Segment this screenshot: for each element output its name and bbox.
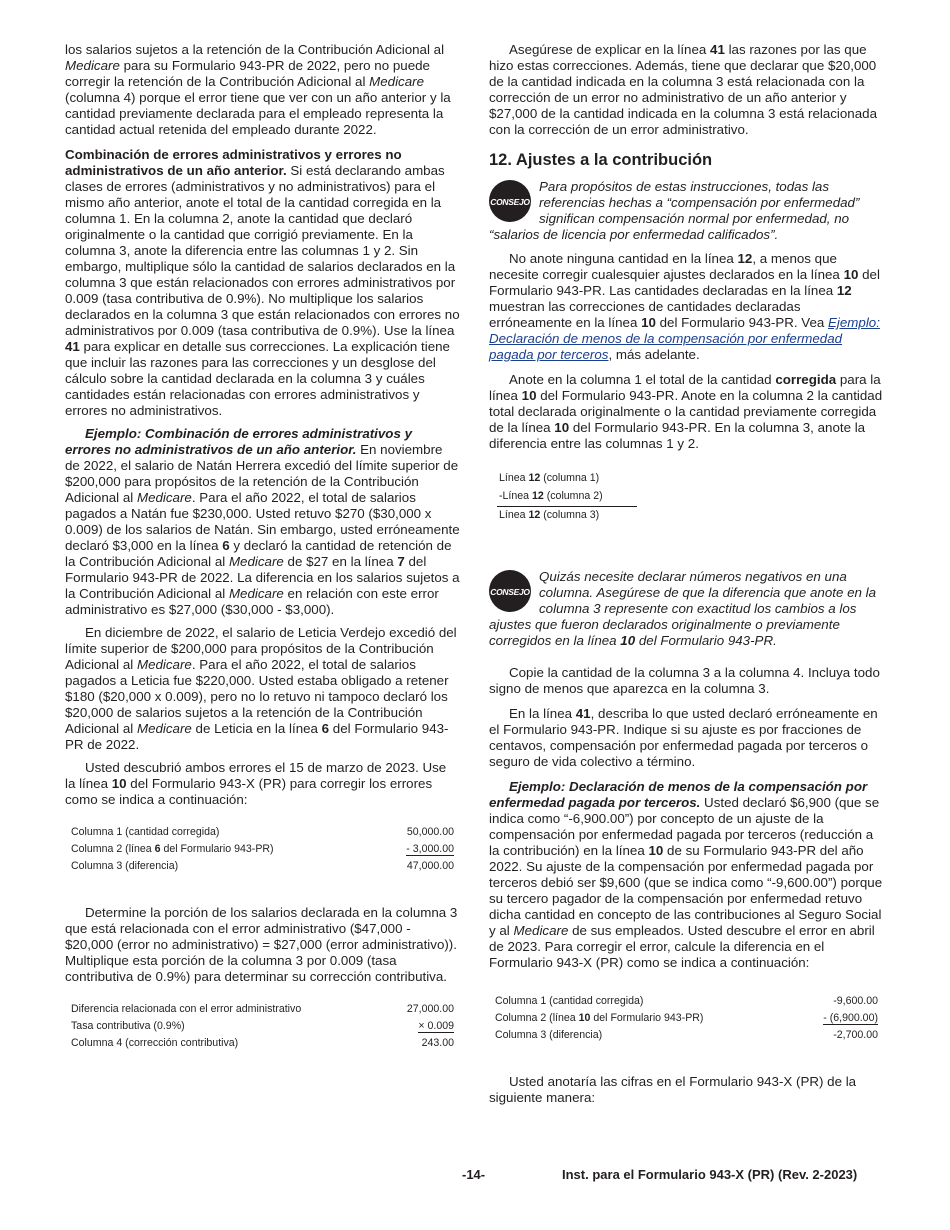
calc-line: -Línea 12 (columna 2)	[499, 490, 603, 502]
paragraph: Anote en la columna 1 el total de la cantidad corregida para la línea 10 del Formulario 943-PR. Anote en la columna 2 la cantidad total declarada originalmente o la cantidad previamente corregida de la línea 10 del Formulario 943-PR. En la columna 3, anote la diferencia entre las columnas 1 y 2.	[489, 372, 883, 451]
correction-table	[489, 993, 884, 1044]
run-in-heading: Combinación de errores administrativos y errores no administrativos de un año anterior.	[65, 147, 402, 178]
tip-box: CONSEJO Quizás necesite declarar números negativos en una columna. Asegúrese de que la diferencia que anote en la columna 3 represente con exactitud los cambios a los ajustes que fueron declarados originalmente o previamente corregidos en la línea 10 del Formulario 943-PR.	[489, 569, 877, 648]
example-heading: Ejemplo: Declaración de menos de la compensación por enfermedad pagada por terceros.	[489, 779, 868, 810]
tax-correction-table	[65, 1001, 460, 1052]
tip-icon: CONSEJO	[489, 570, 531, 612]
paragraph: Usted descubrió ambos errores el 15 de marzo de 2023. Use la línea 10 del Formulario 943-X (PR) para corregir los errores como se indica a continuación:	[65, 760, 447, 807]
section-heading: 12. Ajustes a la contribución	[489, 151, 713, 169]
example-paragraph: Ejemplo: Declaración de menos de la compensación por enfermedad pagada por terceros. Usted declaró $6,900 (que se indica como “-6,900.00”) por concepto de un ajuste de la compensación por enfermedad pagada por terceros (reducción a la contribución) en la línea 10 de su Formulario 943-PR del año 2022. Su ajuste de la compensación por enfermedad pagada por terceros debió ser $9,600 (que se indica como “-9,600.00”) porque su tercero pagador de la compensación por enfermedad retuvo dicha cantidad en concepto de las contribuciones al Seguro Social y al Medicare de sus empleados. Usted descubre el error en abril de 2023. Para corregir el error, calcule la diferencia en el Formulario 943-X (PR) como se indica a continuación:	[489, 779, 883, 970]
left-column	[65, 42, 460, 1082]
table-row: Columna 4 (corrección contributiva) 243.00	[71, 1037, 454, 1049]
paragraph: Asegúrese de explicar en la línea 41 las razones por las que hizo estas correcciones. Además, tiene que declarar que $20,000 de la cantidad indicada en la columna 3 está relacionada con la corrección de un error no administrativo de un año anterior y $27,000 de la cantidad indicada en la columna 3 está relacionada con la corrección de un error administrativo.	[489, 42, 877, 137]
table-row: Columna 1 (cantidad corregida) -9,600.00	[495, 995, 878, 1007]
form-footer-title: Inst. para el Formulario 943-X (PR) (Rev. 2-2023)	[562, 1167, 858, 1182]
tip-box: CONSEJO Para propósitos de estas instrucciones, todas las referencias hechas a “compensación por enfermedad” significan compensación normal por enfermedad, no “salarios de licencia por enfermedad calificados”.	[489, 179, 860, 242]
paragraph: Copie la cantidad de la columna 3 a la columna 4. Incluya todo signo de menos que aparezca en la columna 3.	[489, 665, 880, 696]
example-paragraph: Ejemplo: Combinación de errores administrativos y errores no administrativos de un año anterior. En noviembre de 2022, el salario de Natán Herrera excedió del límite superior de $200,000 para propósitos de la retención de la Contribución Adicional al Medicare. Para el año 2022, el total de salarios pagados a Natán fue $230,000. Usted retuvo $270 ($30,000 x 0.009) de los salarios de Natán. Sin embargo, usted erróneamente declaró $3,000 en la línea 6 y declaró la cantidad de retención de la Contribución Adicional al Medicare de $27 en la línea 7 del Formulario 943-PR de 2022. La diferencia en los salarios sujetos a la Contribución Adicional al Medicare en relación con este error administrativo es $27,000 ($30,000 - $3,000).	[65, 426, 460, 617]
example-heading: Ejemplo: Combinación de errores administrativos y errores no administrativos de un año anterior.	[65, 426, 413, 457]
paragraph: En diciembre de 2022, el salario de Leticia Verdejo excedió del límite superior de $200,000 para propósitos de la Contribución Adicional al Medicare. Para el año 2022, el total de salarios pagados a Leticia fue $220,000. Usted estaba obligado a retener $180 ($20,000 x 0.009), pero no lo retuvo ni tampoco declaró los $20,000 de salarios sujetos a la retención de la Contribución Adicional al Medicare de Leticia en la línea 6 del Formulario 943-PR de 2022.	[65, 625, 457, 752]
paragraph: los salarios sujetos a la retención de la Contribución Adicional al Medicare para su Formulario 943-PR de 2022, pero no puede corregir la retención de la Contribución Adicional al Medicare (columna 4) porque el error tiene que ver con un año anterior y la cantidad previamente declarada para el empleado representa la cantidad actual retenida del empleado durante 2022.	[65, 42, 451, 137]
table-row: Columna 1 (cantidad corregida) 50,000.00	[71, 826, 454, 838]
line-12-calculation	[497, 470, 637, 525]
table-row: Tasa contributiva (0.9%) × 0.009	[71, 1020, 454, 1032]
right-column	[489, 42, 884, 1113]
table-row: Columna 3 (diferencia) -2,700.00	[495, 1029, 878, 1041]
table-row: Columna 2 (línea 6 del Formulario 943-PR) - 3,000.00	[71, 843, 454, 855]
table-row: Diferencia relacionada con el error administrativo 27,000.00	[71, 1003, 454, 1015]
correction-table	[65, 824, 460, 875]
calc-line: Línea 12 (columna 1)	[499, 472, 600, 484]
table-row: Columna 3 (diferencia) 47,000.00	[71, 860, 454, 872]
paragraph: Determine la porción de los salarios declarada en la columna 3 que está relacionada con el error administrativo ($47,000 - $20,000 (error no administrativo) = $27,000 (error administrativo)). Multiplique esta porción de la columna 3 por 0.009 (tasa contributiva de 0.9%) para determinar su corrección contributiva.	[65, 905, 458, 984]
tip-icon: CONSEJO	[489, 180, 531, 222]
paragraph: En la línea 41, describa lo que usted declaró erróneamente en el Formulario 943-PR. Indique si su ajuste es por fracciones de centavos, compensación por enfermedad pagada por terceros o seguro de vida colectivo a término.	[489, 706, 878, 769]
page-number: -14-	[462, 1167, 486, 1182]
paragraph: Usted anotaría las cifras en el Formulario 943-X (PR) de la siguiente manera:	[489, 1074, 857, 1105]
table-row: Columna 2 (línea 10 del Formulario 943-PR) - (6,900.00)	[495, 1012, 878, 1024]
paragraph: Combinación de errores administrativos y errores no administrativos de un año anterior. Si está declarando ambas clases de errores (administrativos y no administrativos) para el mismo año anterior, anote el total de la cantidad corregida en la columna 1. En la columna 2, anote la cantidad que declaró originalmente o la cantidad que corrigió previamente. En la columna 3, anote la diferencia entre las columnas 1 y 2. Sin embargo, multiplique sólo la cantidad de salarios declarados en la columna 3 que están relacionados con errores administrativos por 0.009 (tasa contributiva de 0.9%). No multiplique los salarios declarados en la columna 3 que están relacionados con errores no administrativos por 0.009 (tasa contributiva de 0.9%). Use la línea 41 para explicar en detalle sus correcciones. La explicación tiene que incluir las razones para las correcciones y un desglose del cálculo sobre la cantidad declarada en la columna 3 y cuáles cantidades están relacionadas con errores administrativos y errores no administrativos.	[65, 147, 460, 418]
example-link[interactable]: Ejemplo: Declaración de menos de la compensación por enfermedad pagada por terceros	[489, 315, 880, 362]
calc-line: Línea 12 (columna 3)	[497, 506, 637, 525]
paragraph: No anote ninguna cantidad en la línea 12, a menos que necesite corregir cualesquier ajustes declarados en la línea 10 del Formulario 943-PR. Las cantidades declaradas en la línea 12 muestran las correcciones de cantidades declaradas erróneamente en la línea 10 del Formulario 943-PR. Vea Ejemplo: Declaración de menos de la compensación por enfermedad pagada por terceros, más adelante.	[489, 251, 880, 362]
